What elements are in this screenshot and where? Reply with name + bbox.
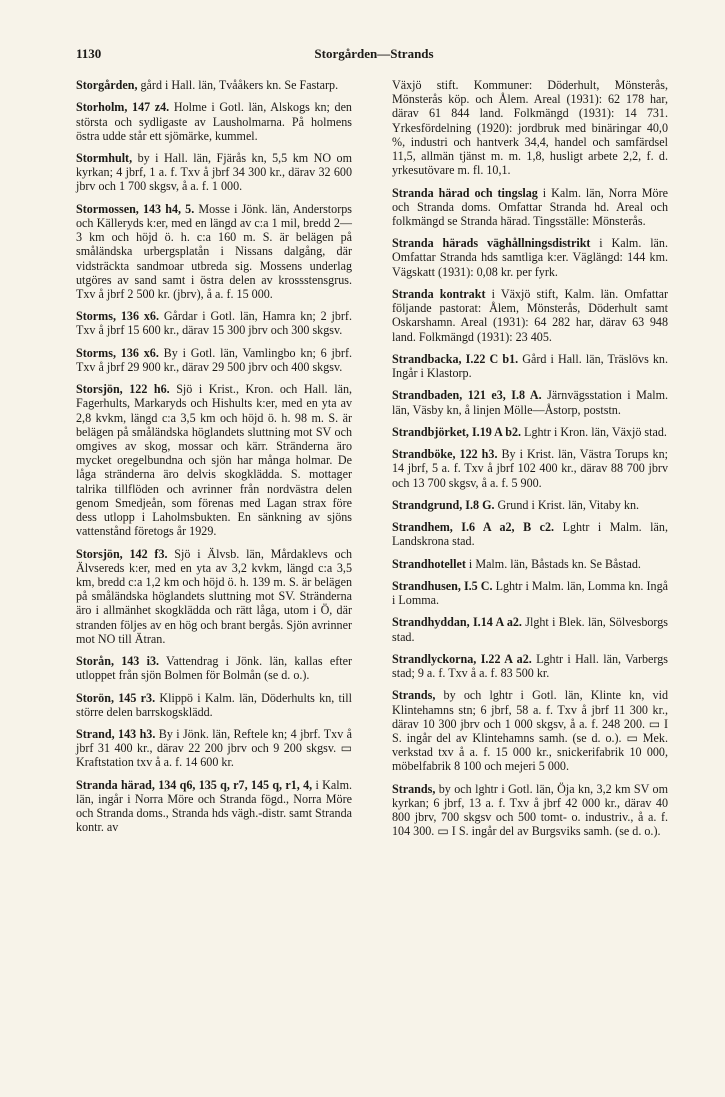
entry-headword: Stranda härad, bbox=[76, 777, 155, 792]
running-head: Storgården—Strands bbox=[314, 46, 434, 61]
entry-map-reference: 121 e3, I.8 A. bbox=[462, 388, 542, 403]
entry-text: Mosse i Jönk. län, Anderstorps och Källeryds k:er, med en längd av c:a 1 mil, bredd 2—3 km och höjd ö. h. c:a 160 m. S. är belägen på småländska urbergsplatån i Nissans dalgång, där vidsträckta sandmoar utbreda sig. Mossens underlag utgöres av sand samt i östra delen av krossstensgrus. Txv å jbrf 2 500 kr. (jbrv), å a. f. 15 000. bbox=[76, 201, 352, 301]
dictionary-entry bbox=[76, 382, 352, 538]
entry-map-reference: I.6 A a2, B c2. bbox=[452, 520, 555, 535]
entry-headword: Storön, bbox=[76, 690, 114, 705]
dictionary-entry bbox=[392, 652, 668, 680]
dictionary-entry bbox=[392, 688, 668, 773]
entry-headword: Storån, bbox=[76, 654, 114, 669]
entry-text: Växjö stift. Kommuner: Döderhult, Mönsterås, Mönsterås köp. och Ålem. Areal (1931): 62 178 har, därav 61 844 land. Folkmängd (1931): 14 731. Yrkesfördelning (1920): jordbruk med binäringar 40,0 %, industri och hantverk 34,4, handel och samfärdsel 11,5, allmän tjänst m. m. 1,8, husligt arbete 2,2, f. d. yrkesutövare m. fl. 10,1. bbox=[392, 78, 668, 178]
entry-text: by i Hall. län, Fjärås kn, 5,5 km NO om kyrkan; 4 jbrf, 1 a. f. Txv å jbrf 34 300 kr., därav 32 600 jbrv och 1 700 skgsv, å a. f. 1 000. bbox=[76, 151, 352, 194]
entry-text: Holme i Gotl. län, Alskogs kn; den största och sydligaste av Lausholmarna. På holmens östra udde står ett sjömärke, kummel. bbox=[76, 100, 352, 143]
entry-text: Klippö i Kalm. län, Döderhults kn, till större delen barrskogsklädd. bbox=[76, 690, 352, 719]
entry-map-reference: 147 z4. bbox=[127, 100, 170, 115]
entry-headword: Storholm, bbox=[76, 100, 128, 115]
dictionary-entry bbox=[392, 425, 668, 439]
entry-headword: Strand, bbox=[76, 727, 115, 742]
entry-headword: Stranda härads väghållningsdistrikt bbox=[392, 236, 591, 251]
entry-text: i Malm. län, Båstads kn. Se Båstad. bbox=[465, 556, 641, 571]
entry-text: i Kalm. län. Omfattar Stranda hds samtliga k:er. Väglängd: 144 km. Vägskatt (1931): 0,08 kr. per fyrk. bbox=[392, 236, 668, 279]
dictionary-entry bbox=[76, 78, 352, 92]
entry-text: Lghtr i Hall. län, Varbergs stad; 9 a. f. Txv å a. f. 83 500 kr. bbox=[392, 651, 668, 681]
entry-headword: Storgården, bbox=[76, 78, 138, 92]
entry-headword: Strandgrund, bbox=[392, 497, 463, 512]
entry-headword: Storsjön, bbox=[76, 546, 123, 561]
entry-map-reference: I.22 C b1. bbox=[461, 351, 519, 366]
entry-map-reference: I.8 G. bbox=[462, 497, 495, 512]
entry-map-reference: I.19 A b2. bbox=[468, 424, 522, 439]
left-column bbox=[76, 78, 352, 843]
entry-text: By i Gotl. län, Vamlingbo kn; 6 jbrf. Txv å jbrf 29 900 kr., därav 29 500 jbrv och 400 skgsv. bbox=[76, 345, 352, 374]
entry-headword: Stormossen, bbox=[76, 201, 139, 216]
dictionary-entry bbox=[392, 557, 668, 571]
entry-headword: Stranda härad och tingslag bbox=[392, 185, 538, 200]
dictionary-entry bbox=[76, 346, 352, 374]
entry-text: by och lghtr i Gotl. län, Öja kn, 3,2 km SV om kyrkan; 6 jbrf, 13 a. f. Txv å jbrf 42 000 kr., därav 40 800 jbrv, 700 skgsv och 500 tomt- o. industriv., å a. f. 104 300. ▭ I S. ingår del av Burgsviks samh. (se d. o.). bbox=[392, 781, 668, 839]
entry-text: Jlght i Blek. län, Sölvesborgs stad. bbox=[392, 615, 668, 644]
entry-headword: Strandhotellet bbox=[392, 556, 466, 571]
dictionary-entry bbox=[76, 309, 352, 337]
right-column bbox=[392, 78, 668, 847]
entry-headword: Strands, bbox=[392, 781, 436, 796]
entry-headword: Storsjön, bbox=[76, 382, 123, 397]
entry-headword: Strandhem, bbox=[392, 520, 453, 535]
entry-text: i Kalm. län, ingår i Norra Möre och Stranda fögd., Norra Möre och Stranda doms., Stranda hds vägh.-distr. samt Stranda kontr. av bbox=[76, 777, 352, 835]
entry-text: By i Jönk. län, Reftele kn; 4 jbrf. Txv å jbrf 31 400 kr., därav 22 200 jbrv och 9 200 skgsv. ▭ Kraftstation txv å a. f. 14 600 kr. bbox=[76, 727, 352, 770]
page-number: 1130 bbox=[76, 46, 102, 61]
entry-headword: Strandbaden, bbox=[392, 388, 463, 403]
entry-text: Sjö i Älvsb. län, Mårdaklevs och Älvsereds k:er, med en yta av 3,2 kvkm, längd c:a 3,5 km, bredd c:a 1,2 km och höjd ö. h. 139 m. S. är belägen på småländska höglandets sluttning mot SV. Stränderna äro i allmänhet skogklädda och rätt låga, utom i Ö, där stranden följes av en hög och brant bergås. Sjön avrinner mot NO till Ätran. bbox=[76, 546, 352, 646]
dictionary-entry bbox=[392, 498, 668, 512]
dictionary-entry bbox=[392, 447, 668, 490]
entry-text: i Kalm. län, Norra Möre och Stranda doms. Omfattar Stranda hd. Areal och folkmängd se Stranda härad. Tingsställe: Mönsterås. bbox=[392, 185, 668, 228]
dictionary-entry bbox=[392, 287, 668, 344]
entry-map-reference: 136 x6. bbox=[115, 345, 159, 360]
entry-text: Lghtr i Malm. län, Landskrona stad. bbox=[392, 520, 668, 549]
dictionary-entry bbox=[76, 778, 352, 835]
entry-text: Lghtr i Kron. län, Växjö stad. bbox=[521, 424, 667, 439]
entry-map-reference: 143 h3. bbox=[114, 727, 156, 742]
dictionary-entry bbox=[76, 727, 352, 770]
entry-text: gård i Hall. län, Tvååkers kn. Se Fastarp. bbox=[137, 78, 339, 92]
entry-map-reference: 136 x6. bbox=[115, 309, 159, 324]
entry-map-reference: I.14 A a2. bbox=[469, 615, 522, 630]
entry-headword: Strandhusen, bbox=[392, 578, 461, 593]
dictionary-entry bbox=[392, 615, 668, 643]
entry-map-reference: 122 h3. bbox=[455, 447, 498, 462]
entry-headword: Stranda kontrakt bbox=[392, 286, 486, 301]
page-header bbox=[76, 46, 672, 66]
dictionary-entry bbox=[392, 520, 668, 548]
dictionary-entry bbox=[392, 352, 668, 380]
entry-map-reference: I.5 C. bbox=[460, 578, 493, 593]
entry-headword: Strands, bbox=[392, 688, 436, 703]
entry-text: Vattendrag i Jönk. län, kallas efter utloppet från sjön Bolmen för Bolmån (se d. o.). bbox=[76, 654, 352, 683]
entry-headword: Storms, bbox=[76, 309, 116, 324]
entry-map-reference: 143 i3. bbox=[113, 654, 160, 669]
dictionary-entry bbox=[76, 202, 352, 301]
entry-text: Gårdar i Gotl. län, Hamra kn; 2 jbrf. Txv å jbrf 15 600 kr., därav 15 300 jbrv och 300 skgsv. bbox=[76, 309, 352, 338]
dictionary-entry bbox=[76, 654, 352, 682]
entry-map-reference: I.22 A a2. bbox=[476, 651, 532, 666]
dictionary-entry bbox=[392, 78, 668, 177]
dictionary-entry bbox=[392, 388, 668, 416]
entry-map-reference: 142 f3. bbox=[122, 546, 168, 561]
dictionary-entry bbox=[392, 186, 668, 229]
entry-map-reference: 134 q6, 135 q, r7, 145 q, r1, 4, bbox=[154, 777, 313, 792]
entry-headword: Strandbacka, bbox=[392, 351, 462, 366]
dictionary-entry bbox=[76, 100, 352, 143]
dictionary-entry bbox=[392, 782, 668, 839]
entry-headword: Strandhyddan, bbox=[392, 615, 470, 630]
entry-headword: Storms, bbox=[76, 345, 116, 360]
entry-headword: Strandlyckorna, bbox=[392, 651, 477, 666]
entry-text: Gård i Hall. län, Träslövs kn. Ingår i Klastorp. bbox=[392, 351, 668, 381]
entry-map-reference: 145 r3. bbox=[113, 690, 156, 705]
dictionary-entry bbox=[76, 547, 352, 646]
entry-text: Sjö i Krist., Kron. och Hall. län, Fagerhults, Markaryds och Hishults k:er, med en yta av 2,8 kvkm, längd c:a 3,5 km och höjd ö. h. 98 m. S. är belägen på småländska höglandets sluttning mot SV och omgives av skog, mossar och kärr. Stränderna äro mycket oregelbundna och sjön har många holmar. De låga stränderna äro delvis skogklädda. S. mottager talrika tillflöden och avrinner från nordvästra delen genom Smedjeån, som förenas med Lagan strax före dess utlopp i Laholmsbukten. En sänkning av sjöns vattenstånd företogs år 1929. bbox=[76, 382, 353, 539]
entry-text: i Växjö stift, Kalm. län. Omfattar följande pastorat: Ålem, Mönsterås, Döderhult samt Oskarshamn. Areal (1931): 64 282 har, därav 63 948 land. Folkmängd (1931): 23 405. bbox=[392, 286, 669, 344]
entry-map-reference: 122 h6. bbox=[122, 382, 170, 397]
dictionary-entry bbox=[392, 579, 668, 607]
entry-text: Lghtr i Malm. län, Lomma kn. Ingå i Lomma. bbox=[392, 578, 668, 608]
entry-text: By i Krist. län, Västra Torups kn; 14 jbrf, 5 a. f. Txv å jbrf 102 400 kr., därav 88 700 jbrv och 13 700 skgsv, å a. f. 5 900. bbox=[392, 447, 668, 490]
entry-text: Järnvägsstation i Malm. län, Väsby kn, å linjen Mölle—Åstorp, poststn. bbox=[392, 388, 669, 417]
dictionary-entry bbox=[76, 691, 352, 719]
entry-text: Grund i Krist. län, Vitaby kn. bbox=[494, 497, 640, 512]
entry-headword: Stormhult, bbox=[76, 151, 133, 165]
entry-headword: Strandbjörket, bbox=[392, 424, 469, 439]
entry-headword: Strandböke, bbox=[392, 447, 456, 462]
entry-text: by och lghtr i Gotl. län, Klinte kn, vid Klintehamns stn; 6 jbrf, 58 a. f. Txv å jbrf 11 300 kr., därav 10 300 jbrv och 1 000 skgsv, å a. f. 248 200. ▭ I S. ingår del av Klintehamns samh. (se d. o.). ▭ Mek. verkstad txv å a. f. 15 000 kr., snickerifabrik 10 000, möbelfabrik 8 100 och mejeri 5 000. bbox=[392, 688, 668, 774]
dictionary-entry bbox=[392, 236, 668, 279]
entry-map-reference: 143 h4, 5. bbox=[138, 201, 195, 216]
dictionary-entry bbox=[76, 151, 352, 194]
